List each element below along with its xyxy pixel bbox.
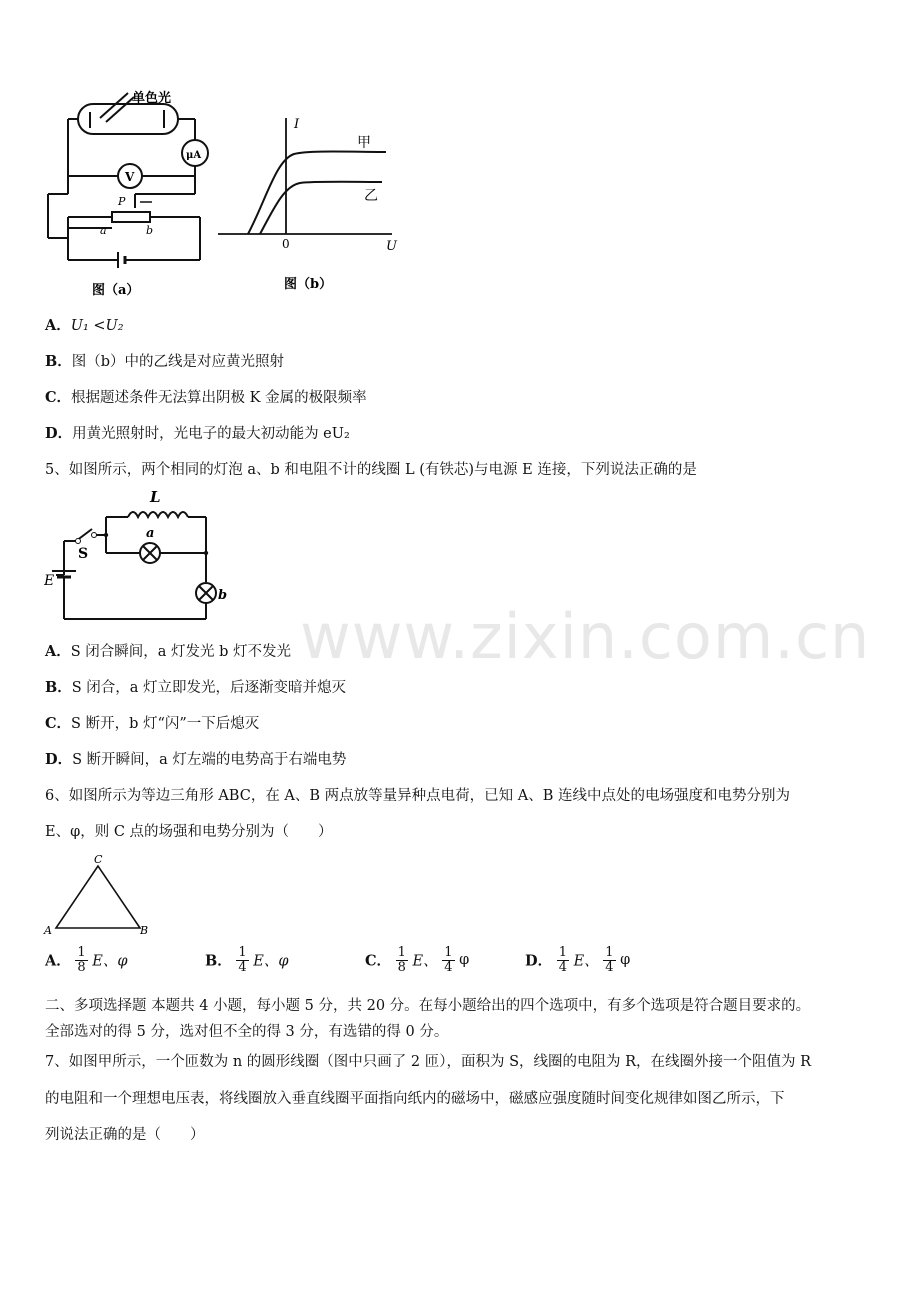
- fraction: [442, 946, 454, 974]
- figure-b-graph: [214, 110, 414, 295]
- q6-option-b: [205, 946, 289, 974]
- axis-u-label: U: [386, 239, 397, 254]
- q6-option-a-letter: A．: [45, 952, 71, 970]
- coil-l-label: L: [150, 488, 161, 506]
- q6-option-a: [45, 946, 128, 974]
- q4-option-d-text: 用黄光照射时，光电子的最大初动能为 eU₂: [72, 426, 350, 442]
- curve-jia-label: 甲: [357, 135, 371, 151]
- lamp-b-label: b: [218, 588, 228, 603]
- q5-circuit-figure: [44, 485, 244, 627]
- q5-option-b: [45, 676, 346, 697]
- denominator: 8: [397, 959, 406, 975]
- q4-option-c-text: 根据题述条件无法算出阴极 K 金属的极限频率: [71, 390, 367, 406]
- fraction: [396, 946, 408, 974]
- slider-a-label: a: [100, 224, 107, 237]
- vertex-a-label: A: [44, 924, 52, 937]
- q6-option-c-mid: E、: [412, 953, 438, 970]
- source-e-label: E: [44, 573, 55, 589]
- lamp-a-label: a: [146, 526, 155, 541]
- q4-option-d: [45, 422, 350, 443]
- denominator: 8: [77, 959, 86, 975]
- q4-option-c-letter: C．: [45, 389, 72, 406]
- fraction: [236, 946, 248, 974]
- q5-stem: 5、如图所示，两个相同的灯泡 a、b 和电阻不计的线圈 L (有铁芯)与电源 E 连接，下列说法正确的是: [45, 462, 697, 478]
- section2-line2: 全部选对的得 5 分，选对但不全的得 3 分，有选错的得 0 分。: [45, 1024, 449, 1040]
- q4-option-a-text: U₁ <U₂: [70, 318, 124, 334]
- q4-option-c: [45, 386, 367, 407]
- vertex-c-label: C: [94, 853, 103, 866]
- q5-option-a-letter: A．: [45, 643, 71, 660]
- q6-option-c: [365, 946, 469, 974]
- q7-line1: 7、如图甲所示，一个匝数为 n 的圆形线圈（图中只画了 2 匝），面积为 S，线圈的电阻为 R，在线圈外接一个阻值为 R: [45, 1054, 812, 1070]
- q6-option-d-rest: φ: [620, 952, 631, 969]
- q5-option-d: [45, 748, 346, 769]
- q5-option-c-text: S 断开，b 灯“闪”一下后熄灭: [71, 716, 260, 732]
- slider-b-label: b: [146, 224, 154, 237]
- q6-triangle-figure: [40, 852, 160, 942]
- figure-b-caption: 图（b）: [284, 277, 333, 292]
- numerator: 1: [605, 945, 614, 960]
- curve-yi-label: 乙: [364, 188, 378, 204]
- q4-option-a: [45, 314, 124, 335]
- light-label: 单色光: [132, 91, 172, 106]
- numerator: 1: [397, 945, 406, 960]
- figure-a-circuit: [40, 88, 220, 300]
- q6-stem-line2: E、φ，则 C 点的场强和电势分别为（ ）: [45, 824, 333, 840]
- figure-a-caption: 图（a）: [92, 283, 140, 298]
- numerator: 1: [444, 945, 453, 960]
- q4-option-b: [45, 350, 284, 371]
- numerator: 1: [558, 945, 567, 960]
- q6-option-b-letter: B．: [205, 952, 232, 970]
- numerator: 1: [238, 945, 247, 960]
- q4-option-a-letter: A．: [45, 317, 71, 334]
- q6-option-c-rest: φ: [459, 952, 470, 969]
- vertex-b-label: B: [140, 924, 149, 937]
- origin-label: 0: [282, 237, 290, 251]
- q7-line2: 的电阻和一个理想电压表，将线圈放入垂直线圈平面指向纸内的磁场中，磁感应强度随时间变化规律如图乙所示，下: [45, 1091, 785, 1107]
- q6-option-a-rest: E、φ: [92, 953, 128, 970]
- q6-stem-line1: 6、如图所示为等边三角形 ABC，在 A、B 两点放等量异种点电荷，已知 A、B 连线中点处的电场强度和电势分别为: [45, 788, 791, 804]
- q6-option-b-rest: E、φ: [253, 953, 289, 970]
- section2-line1: 二、多项选择题 本题共 4 小题，每小题 5 分，共 20 分。在每小题给出的四个选项中，有多个选项是符合题目要求的。: [45, 998, 811, 1014]
- denominator: 4: [605, 959, 614, 975]
- q5-option-d-letter: D．: [45, 751, 73, 768]
- numerator: 1: [77, 945, 86, 960]
- voltmeter-label: V: [125, 170, 135, 184]
- q6-option-c-letter: C．: [365, 952, 392, 970]
- denominator: 4: [558, 959, 567, 975]
- denominator: 4: [444, 959, 453, 975]
- q5-option-b-text: S 闭合，a 灯立即发光，后逐渐变暗并熄灭: [71, 680, 347, 696]
- slider-p-label: P: [118, 195, 126, 208]
- q5-option-a: [45, 640, 291, 661]
- ammeter-label: μA: [186, 150, 202, 161]
- q7-line3: 列说法正确的是（ ）: [45, 1127, 205, 1143]
- q5-option-c: [45, 712, 259, 733]
- watermark: www.zixin.com.cn: [300, 600, 871, 673]
- q6-option-d-letter: D．: [525, 952, 553, 970]
- q5-option-a-text: S 闭合瞬间，a 灯发光 b 灯不发光: [70, 644, 292, 660]
- q5-option-b-letter: B．: [45, 679, 72, 696]
- q4-option-b-letter: B．: [45, 353, 72, 370]
- fraction: [75, 946, 87, 974]
- fraction: [603, 946, 615, 974]
- q4-option-b-text: 图（b）中的乙线是对应黄光照射: [71, 354, 285, 370]
- q5-option-c-letter: C．: [45, 715, 72, 732]
- switch-s-label: S: [78, 546, 89, 562]
- fraction: [557, 946, 569, 974]
- q4-option-d-letter: D．: [45, 425, 73, 442]
- q5-option-d-text: S 断开瞬间，a 灯左端的电势高于右端电势: [72, 752, 347, 768]
- axis-i-label: I: [294, 117, 300, 132]
- q6-option-d-mid: E、: [573, 953, 599, 970]
- denominator: 4: [238, 959, 247, 975]
- q6-option-d: [525, 946, 630, 974]
